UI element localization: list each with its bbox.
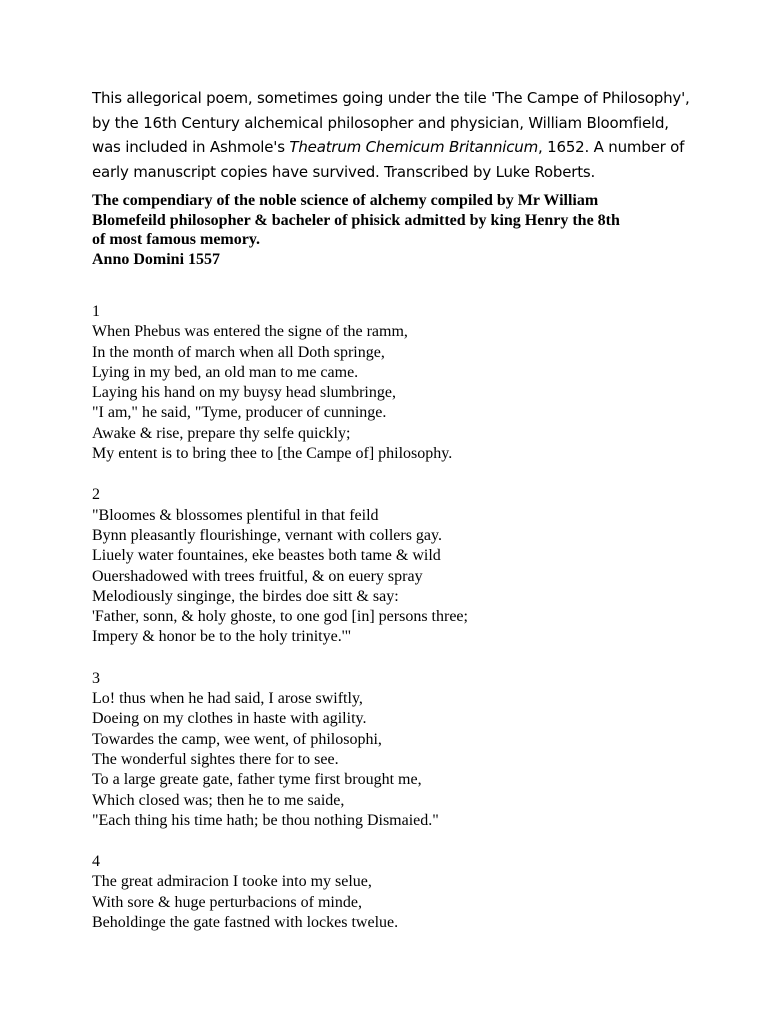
verse-line: "Bloomes & blossomes plentiful in that feild — [92, 506, 379, 524]
intro-text: , 1652. A number of — [538, 138, 685, 156]
verse-line: The great admiracion I tooke into my selue, — [92, 873, 372, 891]
verse-line: Beholdinge the gate fastned with lockes twelue. — [92, 914, 399, 932]
verse-line: Ouershadowed with trees fruitful, & on euery spray — [92, 567, 423, 585]
verse-line: When Phebus was entered the signe of the ramm, — [92, 323, 408, 341]
verse-line: To a large greate gate, father tyme first brought me, — [92, 771, 422, 789]
verse-line: Liuely water fountaines, eke beastes both tame & wild — [92, 547, 441, 565]
verse-line: My entent is to bring thee to [the Campe of] philosophy. — [92, 445, 453, 463]
verse-line: The wonderful sightes there for to see. — [92, 750, 339, 768]
poem-body — [92, 302, 732, 954]
verse-line: Which closed was; then he to me saide, — [92, 791, 345, 809]
intro-paragraph — [92, 86, 732, 184]
heading-date: Anno Domini 1557 — [92, 250, 221, 268]
stanza — [92, 302, 732, 464]
verse-line: Towardes the camp, wee went, of philosophi, — [92, 730, 382, 748]
verse-line: In the month of march when all Doth springe, — [92, 343, 385, 361]
verse-line: Awake & rise, prepare thy selfe quickly; — [92, 424, 351, 442]
stanza-number: 1 — [92, 303, 100, 320]
stanza-number: 4 — [92, 853, 100, 871]
document-heading — [92, 191, 732, 269]
verse-line: With sore & huge perturbacions of minde, — [92, 893, 362, 911]
intro-line: This allegorical poem, sometimes going under the tile 'The Campe of Philosophy', — [92, 89, 690, 107]
verse-line: Melodiously singinge, the birdes doe sitt & say: — [92, 587, 399, 605]
verse-line: 'Father, sonn, & holy ghoste, to one god [in] persons three; — [92, 608, 468, 626]
stanza-number: 3 — [92, 669, 100, 687]
verse-line: Lying in my bed, an old man to me came. — [92, 363, 359, 381]
stanza — [92, 852, 732, 933]
verse-line: Bynn pleasantly flourishinge, vernant with collers gay. — [92, 526, 442, 544]
verse-line: "I am," he said, "Tyme, producer of cunninge. — [92, 404, 387, 422]
heading-line: Blomefeild philosopher & bacheler of phisick admitted by king Henry the 8th — [92, 211, 620, 229]
stanza — [92, 485, 732, 647]
verse-line: Impery & honor be to the holy trinitye.'" — [92, 628, 352, 646]
intro-line — [92, 135, 732, 160]
heading-line: The compendiary of the noble science of alchemy compiled by Mr William — [92, 192, 599, 209]
verse-line: Laying his hand on my buysy head slumbringe, — [92, 384, 396, 402]
verse-line: Doeing on my clothes in haste with agility. — [92, 710, 367, 728]
verse-line: Lo! thus when he had said, I arose swiftly, — [92, 690, 363, 708]
intro-line: by the 16th Century alchemical philosopher and physician, William Bloomfield, — [92, 113, 669, 132]
heading-line: of most famous memory. — [92, 231, 260, 248]
book-title: Theatrum Chemicum Britannicum — [289, 138, 538, 156]
stanza-number: 2 — [92, 486, 100, 504]
stanza — [92, 669, 732, 831]
verse-line: "Each thing his time hath; be thou nothing Dismaied." — [92, 811, 439, 829]
intro-text: was included in Ashmole's — [92, 138, 290, 156]
intro-line: early manuscript copies have survived. Transcribed by Luke Roberts. — [92, 162, 596, 181]
